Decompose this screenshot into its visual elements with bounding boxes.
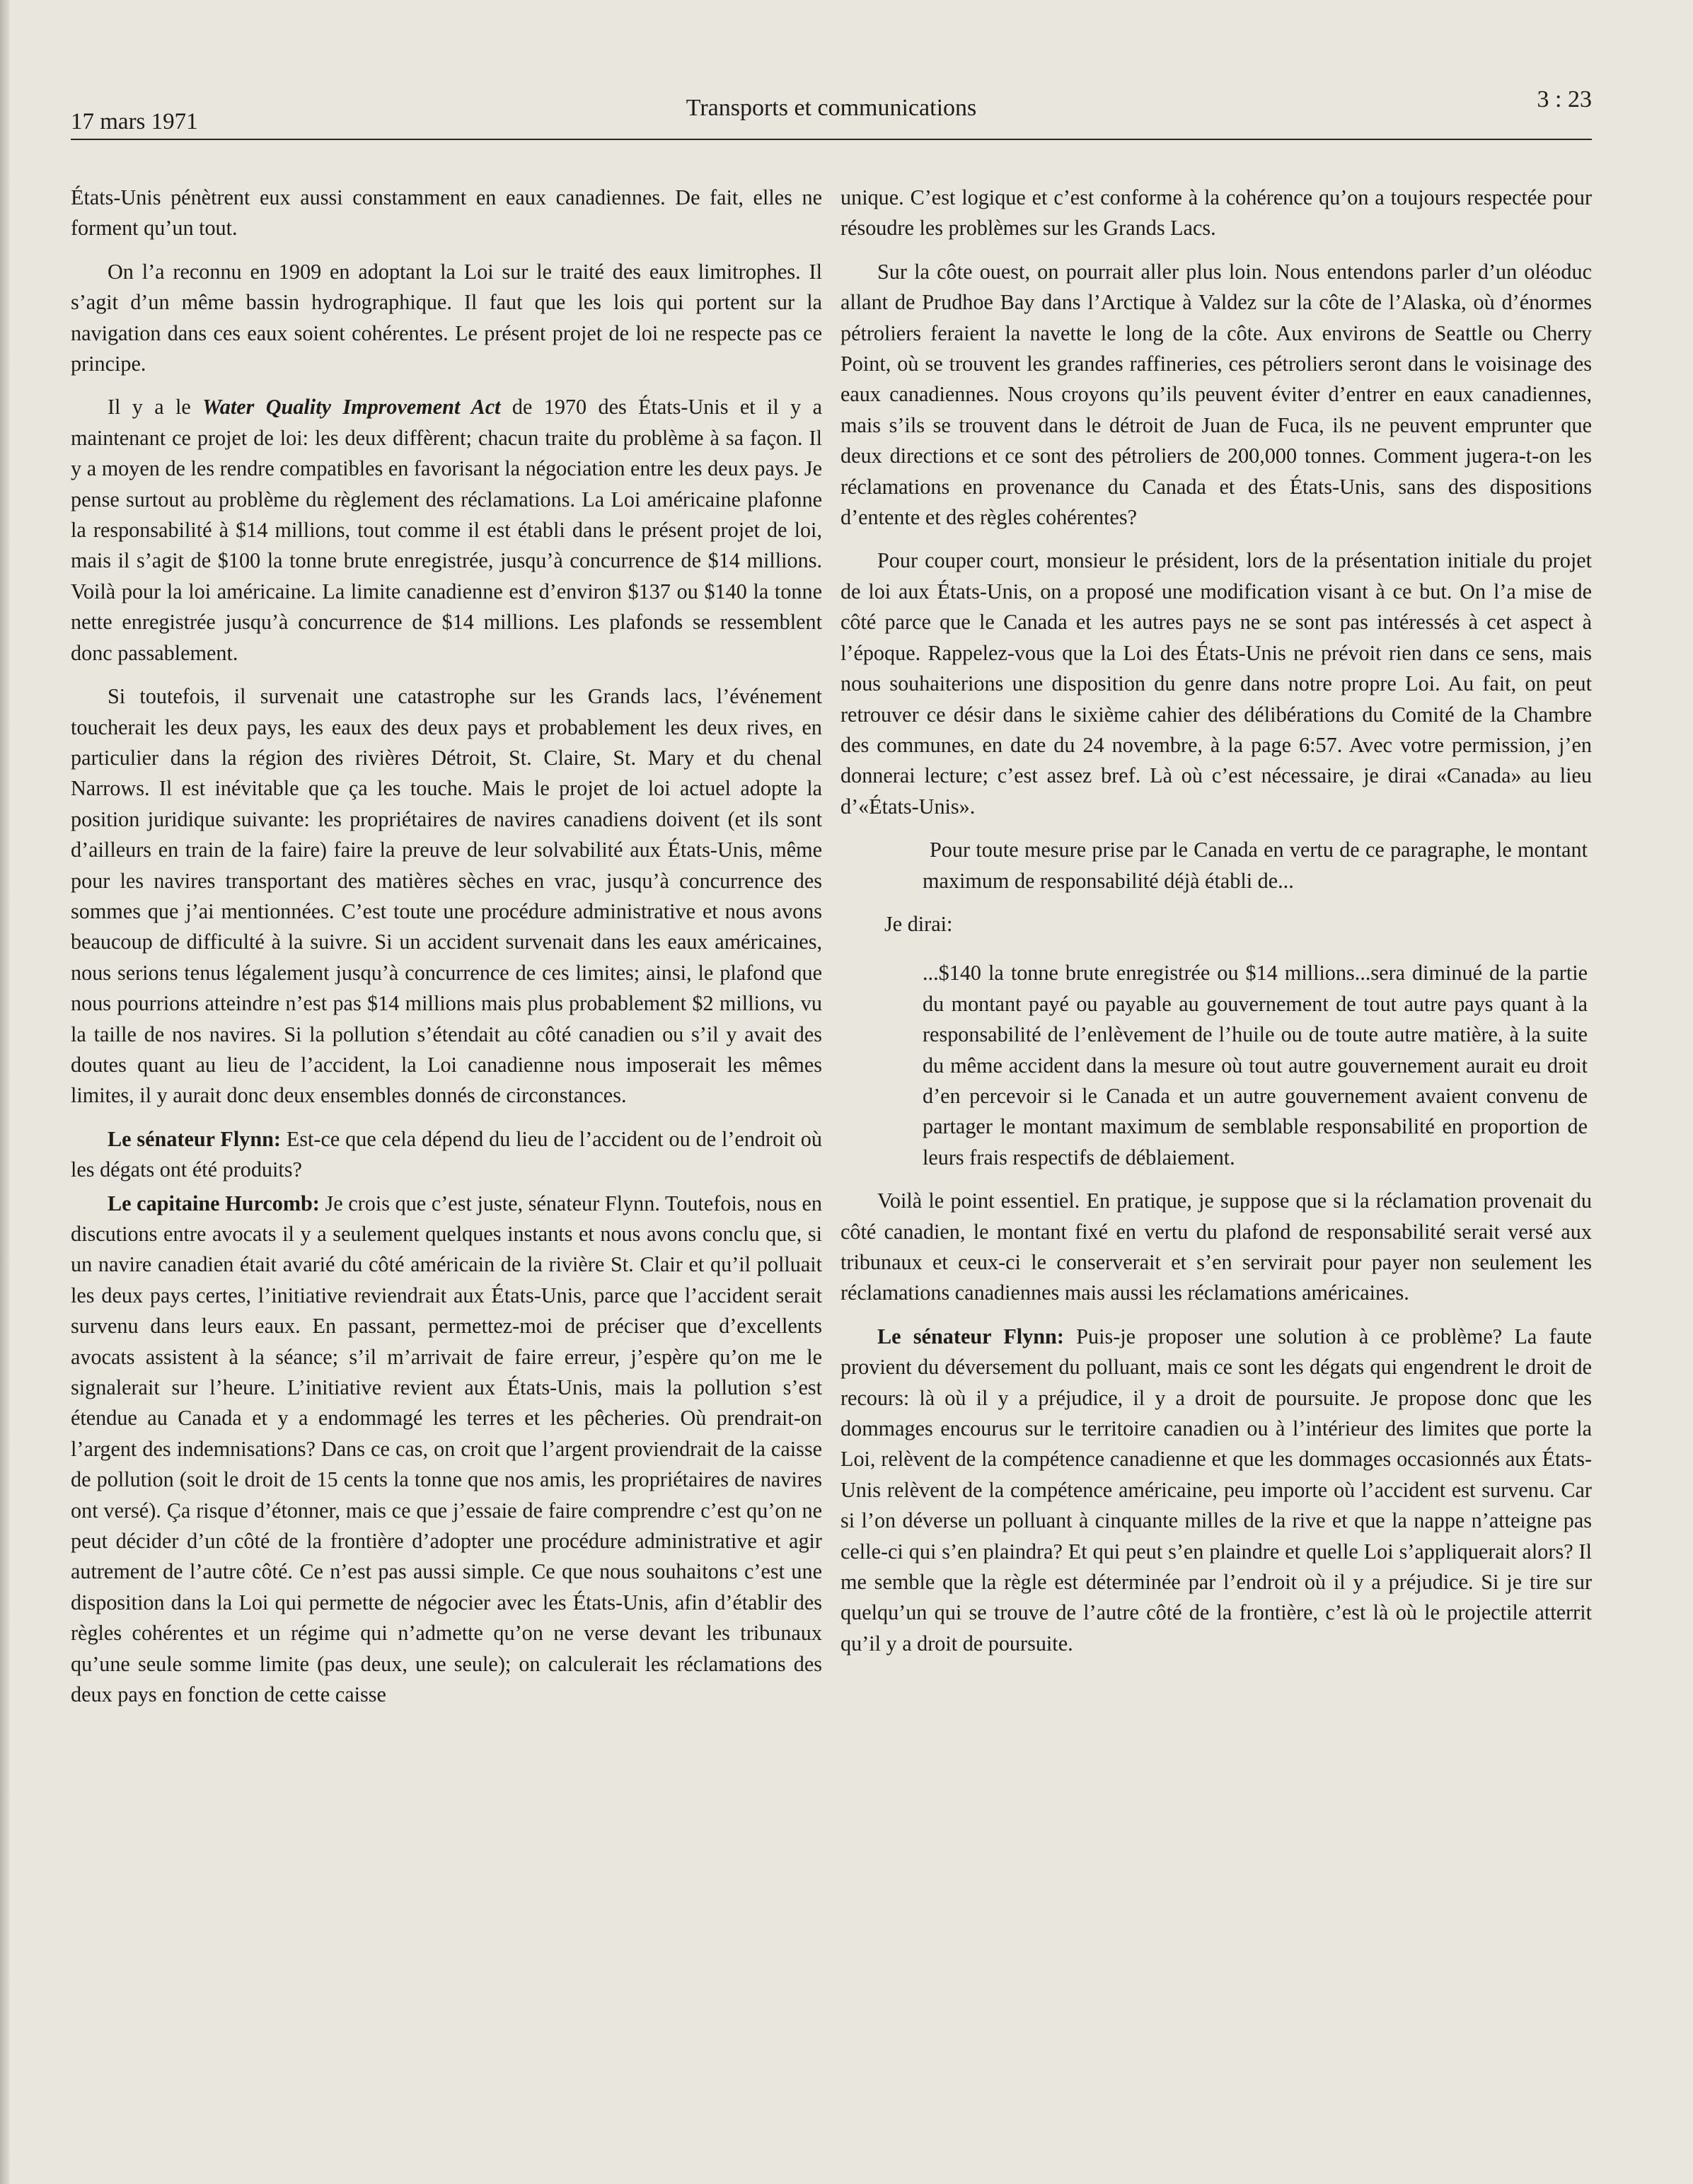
je-dirai-line: Je dirai: [884, 911, 953, 936]
left-paragraph-1: États-Unis pénètrent eux aussi constamment en eaux canadiennes. De fait, elles ne forment qu’un tout. [71, 185, 822, 241]
scanned-page-edge [0, 0, 10, 2184]
right-paragraph-1: unique. C’est logique et c’est conforme à la cohérence qu’on a toujours respectée pour résoudre les problèmes sur les Grands Lacs. [840, 185, 1592, 241]
left-paragraph-5 [71, 1124, 822, 1186]
left-paragraph-3-rest: de 1970 des États-Unis et il y a maintenant ce projet de loi: les deux diffèrent; chacun traite du problème à sa façon. Il y a moyen de les rendre compatibles en favorisant la négociation entre les deux pays. Je pense surtout au problème du règlement des réclamations. La Loi américaine plafonne la responsabilité à $14 millions, tout comme il est établi dans le présent projet de loi, mais il s’agit de $100 la tonne brute enregistrée, jusqu’à concurrence de $14 millions. Voilà pour la loi américaine. La limite canadienne est d’environ $137 ou $140 la tonne nette enregistrée jusqu’à concurrence de $14 millions. Les plafonds se ressemblent donc passablement. [71, 395, 822, 665]
left-paragraph-2: On l’a reconnu en 1909 en adoptant la Loi sur le traité des eaux limitrophes. Il s’agit d’un même bassin hydrographique. Il faut que les lois qui portent sur la navigation dans ces eaux soient cohérentes. Le présent projet de loi ne respecte pas ce principe. [71, 259, 822, 376]
header-title: Transports et communications [686, 95, 977, 121]
speaker-text: Puis-je proposer une solution à ce problème? La faute provient du déversement du polluant, mais ce sont les dégats qui engendrent le droit de recours: là où il y a préjudice, il y a droit de poursuite. Je propose donc que les dommages encourus sur le territoire canadien ou à l’intérieur des limites que porte la Loi, relèvent de la compétence canadienne et que les dommages occasionnés aux États-Unis relèvent de la compétence américaine, peu importe où l’accident est survenu. Car si l’on déverse un polluant à cinquante milles de la rive et que la nappe n’atteigne pas celle-ci qui s’en plaindra? Et qui peut s’en plaindre et quelle Loi s’appliquerait alors? Il me semble que la règle est déterminée par l’endroit où il y a préjudice. Si je tire sur quelqu’un qui se trouve de l’autre côté de la frontière, c’est là où le projectile atterrit qu’il y a droit de poursuite. [840, 1324, 1592, 1656]
right-paragraph-5 [840, 1322, 1592, 1659]
speaker-name: Le capitaine Hurcomb: [108, 1191, 320, 1215]
right-paragraph-2: Sur la côte ouest, on pourrait aller plus loin. Nous entendons parler d’un oléoduc allant de Prudhoe Bay dans l’Arctique à Valdez sur la côte de l’Alaska, où d’énormes pétroliers feraient la navette le long de la côte. Aux environs de Seattle ou Cherry Point, où se trouvent les grandes raffineries, ces pétroliers seront dans le voisinage des eaux canadiennes. Nous croyons qu’ils peuvent éviter d’entrer en eaux canadiennes, mais s’ils se trouvent dans le détroit de Juan de Fuca, ils ne peuvent emprunter que deux directions et ce sont des pétroliers de 200,000 tonnes. Comment jugera-t-on les réclamations en provenance du Canada et des États-Unis, sans des dispositions d’entente et des règles cohérentes? [840, 259, 1592, 530]
right-paragraph-3: Pour couper court, monsieur le président, lors de la présentation initiale du projet de loi aux États-Unis, on a proposé une modification visant à ce but. On l’a mise de côté parce que le Canada et les autres pays ne se sont pas intéressés à cet aspect à l’époque. Rappelez-vous que la Loi des États-Unis ne prévoit rien dans ce sens, mais nous souhaiterions une disposition du genre dans notre propre Loi. Au fait, on peut retrouver ce désir dans le sixième cahier des délibérations du Comité de la Chambre des communes, en date du 24 novembre, à la page 6:57. Avec votre permission, j’en donnerai lecture; c’est assez bref. Là où c’est nécessaire, je dirai «Canada» au lieu d’«États-Unis». [840, 548, 1592, 819]
left-paragraph-4: Si toutefois, il survenait une catastrophe sur les Grands lacs, l’événement toucherait les deux pays, les eaux des deux pays et probablement les deux rives, en particulier dans la région des rivières Détroit, St. Claire, St. Mary et du chenal Narrows. Il est inévitable que ça les touche. Mais le projet de loi actuel adopte la position juridique suivante: les propriétaires de navires canadiens doivent (et ils sont d’ailleurs en train de la faire) faire la preuve de leur solvabilité aux États-Unis, même pour les navires transportant des matières sèches en vrac, jusqu’à concurrence des sommes que j’ai mentionnées. C’est toute une procédure administrative et nous avons beaucoup de difficulté à la suivre. Si un accident survenait dans les eaux américaines, nous serions tenus légalement jusqu’à concurrence de ces limites; ainsi, le plafond que nous pourrions atteindre n’est pas $14 millions mais plus probablement $2 millions, vu la taille de nos navires. Si la pollution s’étendait au côté canadien ou s’il y avait des doutes quant au lieu de l’accident, la Loi canadienne nous imposerait les mêmes limites, il y aurait donc deux ensembles donnés de circonstances. [71, 684, 822, 1108]
page-header [71, 83, 1592, 140]
left-paragraph-3-start: Il y a le [108, 395, 203, 420]
header-page-number: 3 : 23 [1537, 86, 1592, 112]
right-column [840, 183, 1592, 1672]
speaker-text: Je crois que c’est juste, sénateur Flynn. Toutefois, nous en discutions entre avocats il y a seulement quelques instants et nous avons conclu que, si un navire canadien était avarié du côté américain de la rivière St. Clair et qu’il polluait les deux pays certes, l’initiative reviendrait aux États-Unis, parce que l’accident serait survenu dans leurs eaux. En passant, permettez-moi de préciser que d’excellents avocats assistent à la séance; s’il m’arrivait de faire erreur, j’espère qu’on me le signalerait sur l’heure. L’initiative revient aux États-Unis, mais la pollution s’est étendue au Canada et y a endommagé les terres et les pêcheries. Où prendrait-on l’argent des indemnisations? Dans ce cas, on croit que l’argent proviendrait de la caisse de pollution (soit le droit de 15 cents la tonne que nos amis, les propriétaires de navires ont versé). Ça risque d’étonner, mais ce que j’essaie de faire comprendre c’est qu’on ne peut décider d’un côté de la frontière d’adopter une procédure administrative et agir autrement de l’autre côté. Ce n’est pas aussi simple. Ce que nous souhaitons c’est une disposition dans la Loi qui permette de négocier avec les États-Unis, afin d’établir des règles cohérentes et un régime qui n’admette qu’on ne verse devant les tribunaux qu’une seule somme limite (pas deux, une seule); on calculerait les réclamations des deux pays en fonction de cette caisse [71, 1191, 822, 1707]
speaker-name: Le sénateur Flynn: [877, 1324, 1064, 1348]
quotation-1: Pour toute mesure prise par le Canada en vertu de ce paragraphe, le montant maximum de responsabilité déjà établi de... [923, 838, 1588, 893]
speaker-name: Le sénateur Flynn: [108, 1126, 281, 1151]
header-date: 17 mars 1971 [71, 109, 198, 134]
right-paragraph-4: Voilà le point essentiel. En pratique, je suppose que si la réclamation provenait du côté canadien, le montant fixé en vertu du plafond de responsabilité serait versé aux tribunaux et ceux-ci le conserverait et s’en servirait pour payer non seulement les réclamations canadiennes mais aussi les réclamations américaines. [840, 1189, 1592, 1305]
left-paragraph-3 [71, 392, 822, 669]
left-column [71, 183, 822, 1723]
left-paragraph-6 [71, 1189, 822, 1711]
speaker-text: Est-ce que cela dépend du lieu de l’accident ou de l’endroit où les dégats ont été produits? [71, 1126, 822, 1182]
act-title: Water Quality Improvement Act [202, 395, 501, 420]
quotation-2: ...$140 la tonne brute enregistrée ou $14 millions...sera diminué de la partie du montant payé ou payable au gouvernement de tout autre pays quant à la responsabilité de l’enlèvement de l’huile ou de toute autre matière, à la suite du même accident dans la mesure où tout autre gouvernement aurait eu droit d’en percevoir si le Canada et un autre gouvernement avaient convenu de partager le montant maximum de semblable responsabilité en proportion de leurs frais respectifs de déblaiement. [923, 961, 1588, 1169]
